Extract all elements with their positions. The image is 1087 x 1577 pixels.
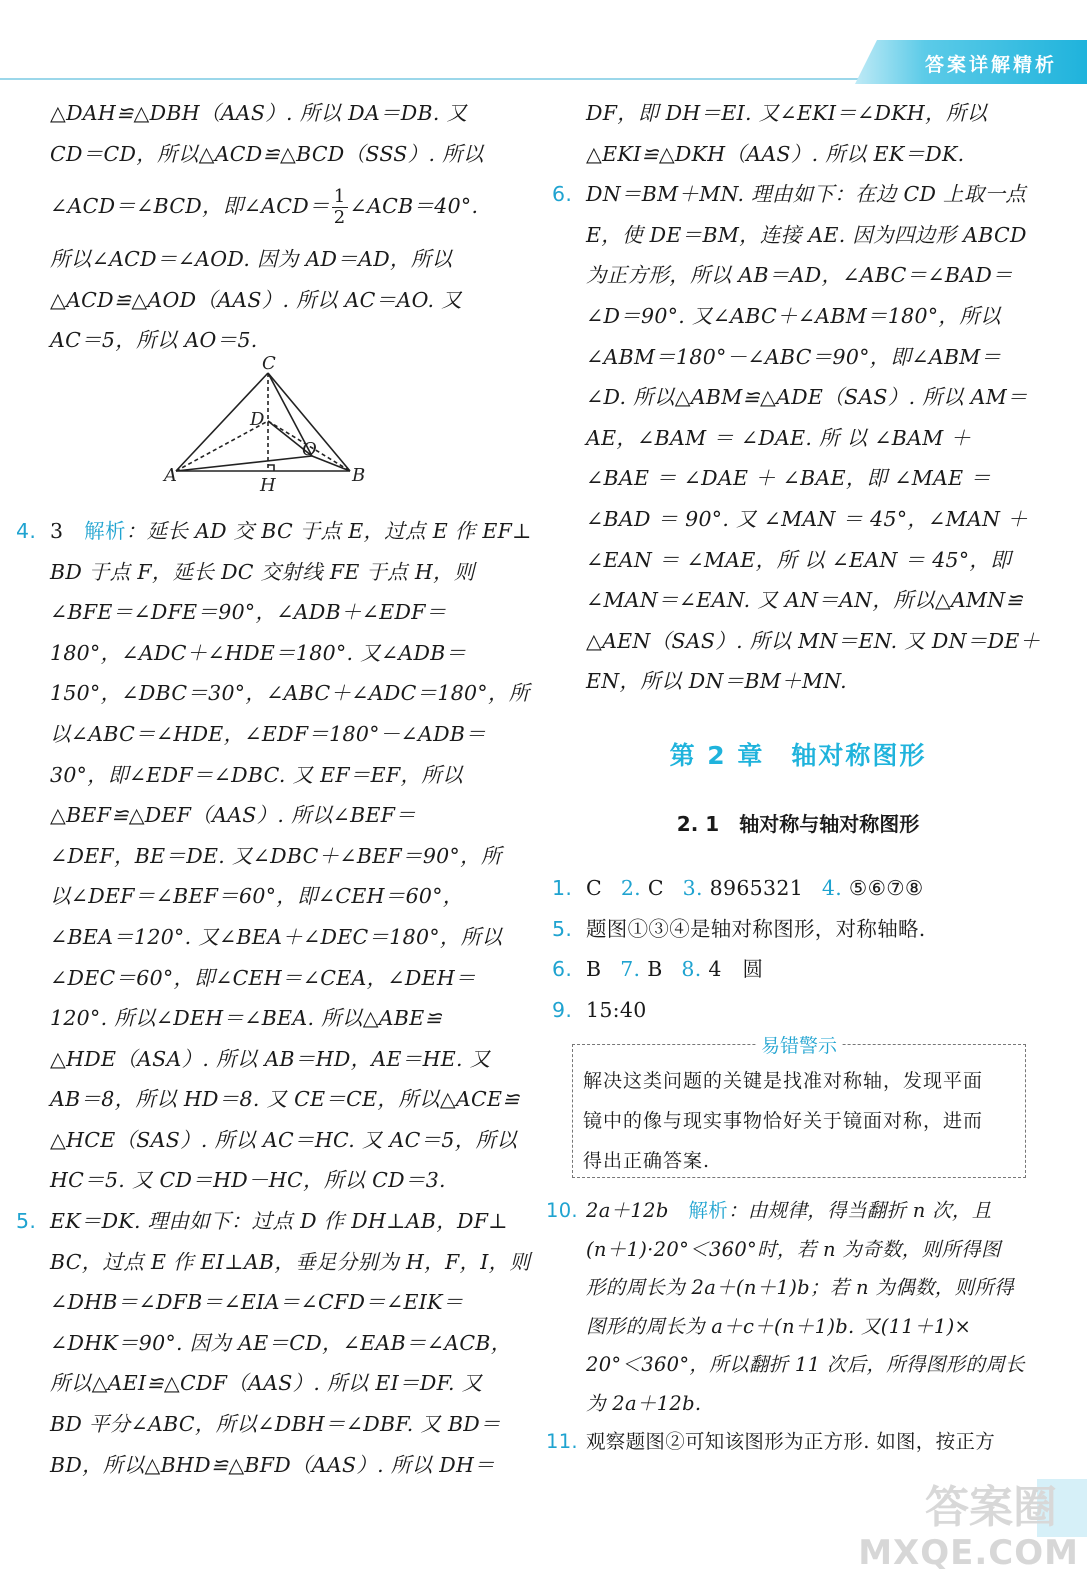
question-5-first-line [16,1201,512,1242]
text-line: ∠D＝90°. 又∠ABC＋∠ABM＝180°，所以 [586,303,1001,328]
text-span: 观察题图②可知该图形为正方形. 如图，按正方 [586,1430,995,1454]
text-line: 150°，∠DBC＝30°，∠ABC＋∠ADC＝180°，所 [50,681,530,706]
question-number: 10. [546,1199,578,1223]
text-line: △ACD≌△AOD（AAS）. 所以 AC＝AO. 又 [50,287,462,312]
text-line: △EKI≌△DKH（AAS）. 所以 EK＝DK. [586,141,965,166]
fraction-denominator: 2 [333,207,346,229]
question-number: 6. [552,957,573,982]
text-line: 为 2a＋12b. [586,1391,702,1415]
text-line: △HCE（SAS）. 所以 AC＝HC. 又 AC＝5，所以 [50,1127,518,1152]
text-line: E，使 DE＝BM，连接 AE. 因为四边形 ABCD [586,222,1027,247]
text-span: EK＝DK. 理由如下：过点 D 作 DH⊥AB，DF⊥ [50,1209,508,1234]
text-line: BD 于点 F，延长 DC 交射线 FE 于点 H，则 [50,559,475,584]
text-line: AE，∠BAM ＝ ∠DAE. 所 以 ∠BAM ＋ [586,425,972,450]
text-line: 120°. 所以∠DEH＝∠BEA. 所以△ABE≌ [50,1006,442,1031]
label-D: D [250,408,265,430]
answer: 题图①③④是轴对称图形，对称轴略. [586,916,926,941]
answer-row [552,990,1044,1031]
text-line: 30°，即∠EDF＝∠DBC. 又 EF＝EF，所以 [50,762,463,787]
text-line: (n＋1)·20°＜360°时，若 n 为奇数，则所得图 [586,1237,1001,1261]
warning-line: 解决这类问题的关键是找准对称轴，发现平面 [583,1070,984,1093]
question-number: 7. [620,957,641,982]
fraction [332,187,348,228]
fraction-line [50,174,512,239]
answer-row [552,949,1044,990]
question-number: 5. [16,1209,37,1234]
text-line: 20°＜360°，所以翻折 11 次后，所得图形的周长 [586,1353,1025,1377]
question-10 [546,1192,1044,1462]
watermark-logo: 答案圈 [925,1482,1057,1533]
text-line: CD＝CD，所以△ACD≌△BCD（SSS）. 所以 [50,141,484,166]
answer: 15:40 [586,997,647,1022]
question-number: 8. [681,957,702,982]
text-line: 以∠ABC＝∠HDE，∠EDF＝180°－∠ADB＝ [50,721,487,746]
question-number: 2. [620,875,641,900]
text-line: ∠ABM＝180°－∠ABC＝90°，即∠ABM＝ [586,344,1002,369]
header-rule [0,78,870,80]
question-number: 9. [552,997,573,1022]
question-number: 4. [16,518,37,543]
answer: 2a＋12b [586,1199,669,1223]
text-line: 所以∠ACD＝∠AOD. 因为 AD＝AD，所以 [50,247,453,272]
text-line: BC，过点 E 作 EI⊥AB，垂足分别为 H，F，I，则 [50,1249,531,1274]
question-4-first-line [16,511,532,552]
text-line: AC＝5，所以 AO＝5. [50,328,258,353]
text-line: ∠DHK＝90°. 因为 AE＝CD，∠EAB＝∠ACB， [50,1330,512,1355]
fraction-post: ∠ACB＝40°. [349,194,479,219]
text-line: BD，所以△BHD≌△BFD（AAS）. 所以 DH＝ [50,1452,495,1477]
text-line: AB＝8，所以 HD＝8. 又 CE＝CE，所以△ACE≌ [50,1087,520,1112]
segment-AO [176,456,312,471]
label-A: A [164,464,177,486]
question-10-first-line [546,1192,1044,1231]
left-column [16,93,532,1485]
answer: ⑤⑥⑦⑧ [848,875,924,900]
text-line: ∠BEA＝120°. 又∠BEA＋∠DEC＝180°，所以 [50,924,503,949]
text-line: 180°，∠ADC＋∠HDE＝180°. 又∠ADB＝ [50,640,467,665]
section-title: 2. 1 轴对称与轴对称图形 [676,811,920,836]
text-line: 形的周长为 2a＋(n＋1)b；若 n 为偶数，则所得 [586,1276,1014,1300]
question-number: 3. [682,875,703,900]
text-line: ∠DEF，BE＝DE. 又∠DBC＋∠BEF＝90°，所 [50,843,502,868]
label-C: C [262,352,276,374]
answer: C [586,875,602,900]
text-line: ∠D. 所以△ABM≌△ADE（SAS）. 所以 AM＝ [586,385,1028,410]
question-11-first-line [546,1423,1044,1462]
answer: C [647,875,664,900]
text-line: 图形的周长为 a＋c＋(n＋1)b. 又(11＋1)× [586,1314,972,1338]
analysis-tag: 解析 [688,1199,729,1223]
question-number: 11. [546,1430,578,1454]
text-line: ∠BFE＝∠DFE＝90°，∠ADB＋∠EDF＝ [50,600,447,625]
text-line: ∠DEC＝60°，即∠CEH＝∠CEA，∠DEH＝ [50,965,476,990]
text-span: ：由规律，得当翻折 n 次，且 [728,1199,992,1223]
text-line: △HDE（ASA）. 所以 AB＝HD，AE＝HE. 又 [50,1046,491,1071]
answer: B [647,957,663,982]
chapter-title: 第 2 章 轴对称图形 [669,740,927,770]
right-angle-mark [268,465,274,471]
answer: 4 圆 [708,957,764,982]
text-line: DF，即 DH＝EI. 又∠EKI＝∠DKH，所以 [586,101,988,125]
text-span: DN＝BM＋MN. 理由如下：在边 CD 上取一点 [586,182,1027,207]
answer: 8965321 [709,875,804,900]
question-number: 6. [552,182,573,207]
text-line: 所以△AEI≌△CDF（AAS）. 所以 EI＝DF. 又 [50,1371,483,1396]
question-number: 1. [552,875,573,900]
header-title: 答案详解精析 [924,54,1057,76]
label-B: B [352,464,366,486]
answer-row [552,868,1044,909]
text-line: ∠BAE ＝ ∠DAE ＋ ∠BAE，即 ∠MAE ＝ [586,466,992,491]
watermark-url: MXQE.COM [858,1533,1079,1573]
warning-line: 镜中的像与现实事物恰好关于镜面对称，进而 [583,1110,984,1133]
analysis-tag: 解析 [84,518,126,543]
fraction-numerator: 1 [333,186,346,208]
text-line: EN，所以 DN＝BM＋MN. [586,669,847,694]
text-line: ∠BAD ＝ 90°. 又 ∠MAN ＝ 45°，∠MAN ＋ [586,506,1028,531]
right-column [546,93,1044,1462]
label-O: O [302,438,317,460]
text-line: △AEN（SAS）. 所以 MN＝EN. 又 DN＝DE＋ [586,628,1041,653]
text-line: ∠MAN＝∠EAN. 又 AN＝AN，所以△AMN≌ [586,588,1023,613]
answer-row [552,909,1044,950]
text-line: 为正方形，所以 AB＝AD，∠ABC＝∠BAD＝ [586,263,1013,288]
answer: B [586,957,602,982]
geometry-figure [50,352,512,511]
fraction-pre: ∠ACD＝∠BCD，即∠ACD＝ [50,194,330,219]
triangle-diagram [50,352,512,511]
question-6-first-line [552,174,1044,215]
text-span: ：延长 AD 交 BC 于点 E，过点 E 作 EF⊥ [125,518,532,543]
text-line: ∠EAN ＝ ∠MAE，所 以 ∠EAN ＝ 45°，即 [586,547,1012,572]
label-H: H [260,474,276,496]
warning-box [572,1035,1026,1178]
warning-line: 得出正确答案. [583,1150,711,1173]
question-number: 5. [552,916,573,941]
warning-title: 易错警示 [757,1031,841,1058]
text-line: ∠DHB＝∠DFB＝∠EIA＝∠CFD＝∠EIK＝ [50,1290,464,1315]
text-line: △DAH≌△DBH（AAS）. 所以 DA＝DB. 又 [50,101,468,125]
question-number: 4. [821,875,843,900]
text-line: HC＝5. 又 CD＝HD－HC，所以 CD＝3. [50,1168,446,1193]
answer: 3 [50,518,64,543]
text-line: BD 平分∠ABC，所以∠DBH＝∠DBF. 又 BD＝ [50,1412,501,1437]
text-line: 以∠DEF＝∠BEF＝60°，即∠CEH＝60°， [50,884,464,909]
text-line: △BEF≌△DEF（AAS）. 所以∠BEF＝ [50,803,417,828]
